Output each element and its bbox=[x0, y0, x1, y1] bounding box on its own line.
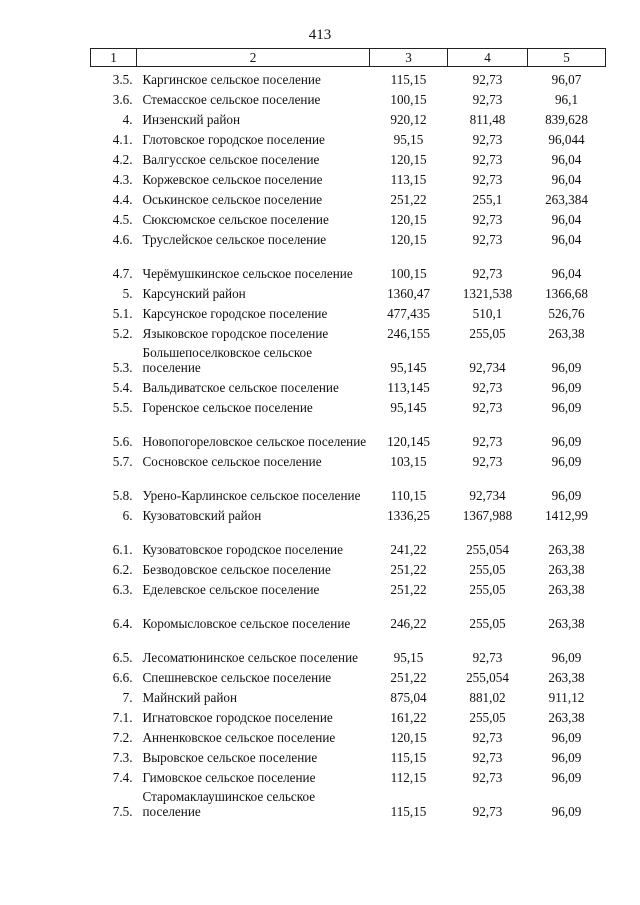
column-header: 4 bbox=[448, 49, 528, 67]
row-name: Труслейское сельское поселение bbox=[142, 232, 327, 247]
value-col-3: 120,15 bbox=[390, 152, 427, 167]
column-header: 2 bbox=[137, 49, 370, 67]
value-col-4: 92,73 bbox=[472, 152, 503, 167]
table-row bbox=[91, 725, 606, 745]
row-number: 4.7. bbox=[112, 266, 133, 281]
value-col-4: 92,73 bbox=[472, 750, 503, 765]
value-col-5: 96,04 bbox=[551, 172, 582, 187]
row-number: 4.4. bbox=[112, 192, 133, 207]
row-name: Лесоматюнинское сельское поселение bbox=[142, 650, 358, 665]
value-col-5: 263,38 bbox=[548, 582, 585, 597]
value-col-4: 255,05 bbox=[469, 582, 506, 597]
table-row bbox=[91, 685, 606, 705]
row-number: 6.4. bbox=[112, 616, 133, 631]
row-name: Карсунский район bbox=[142, 286, 246, 301]
table-row bbox=[91, 557, 606, 577]
value-col-4: 92,73 bbox=[472, 232, 503, 247]
row-number: 5.1. bbox=[112, 306, 133, 321]
row-number: 7.5. bbox=[112, 804, 133, 819]
value-col-5: 96,044 bbox=[548, 132, 585, 147]
row-number: 5.3. bbox=[112, 360, 133, 375]
value-col-5: 96,07 bbox=[551, 72, 582, 87]
value-col-3: 95,145 bbox=[390, 400, 427, 415]
row-name: Сюксюмское сельское поселение bbox=[142, 212, 329, 227]
value-col-5: 1412,99 bbox=[545, 508, 588, 523]
table-row bbox=[91, 187, 606, 207]
table-row bbox=[91, 207, 606, 227]
value-col-3: 251,22 bbox=[390, 562, 427, 577]
value-col-5: 96,09 bbox=[551, 730, 582, 745]
value-col-5: 526,76 bbox=[548, 306, 585, 321]
row-name: Гимовское сельское поселение bbox=[142, 770, 316, 785]
value-col-3: 120,15 bbox=[390, 232, 427, 247]
value-col-5: 96,09 bbox=[551, 380, 582, 395]
value-col-4: 255,05 bbox=[469, 710, 506, 725]
row-name: Спешневское сельское поселение bbox=[142, 670, 332, 685]
value-col-5: 263,38 bbox=[548, 562, 585, 577]
value-col-5: 96,04 bbox=[551, 232, 582, 247]
row-name: Каргинское сельское поселение bbox=[142, 72, 321, 87]
row-number: 7.4. bbox=[112, 770, 133, 785]
value-col-3: 1336,25 bbox=[387, 508, 430, 523]
value-col-3: 241,22 bbox=[390, 542, 427, 557]
value-col-4: 811,48 bbox=[469, 112, 506, 127]
value-col-4: 92,73 bbox=[472, 454, 503, 469]
value-col-4: 92,73 bbox=[472, 804, 503, 819]
value-col-5: 263,384 bbox=[545, 192, 588, 207]
value-col-4: 255,054 bbox=[466, 542, 509, 557]
row-name: Кузоватовское городское поселение bbox=[142, 542, 343, 557]
row-number: 6.1. bbox=[112, 542, 133, 557]
value-col-4: 92,734 bbox=[469, 488, 506, 503]
value-col-3: 920,12 bbox=[390, 112, 427, 127]
table-row bbox=[91, 341, 606, 375]
value-col-3: 100,15 bbox=[390, 92, 427, 107]
row-number: 7. bbox=[122, 690, 133, 705]
value-col-5: 263,38 bbox=[548, 616, 585, 631]
row-number: 3.6. bbox=[112, 92, 133, 107]
value-col-3: 161,22 bbox=[390, 710, 427, 725]
table-row bbox=[91, 127, 606, 147]
row-number: 5. bbox=[122, 286, 133, 301]
value-col-5: 839,628 bbox=[545, 112, 588, 127]
row-name: Майнский район bbox=[142, 690, 238, 705]
value-col-4: 881,02 bbox=[469, 690, 506, 705]
value-col-3: 120,15 bbox=[390, 212, 427, 227]
value-col-5: 96,04 bbox=[551, 212, 582, 227]
row-name: Горенское сельское поселение bbox=[142, 400, 313, 415]
value-col-3: 477,435 bbox=[387, 306, 430, 321]
value-col-3: 113,15 bbox=[390, 172, 427, 187]
value-col-5: 96,09 bbox=[551, 454, 582, 469]
row-number: 7.3. bbox=[112, 750, 133, 765]
row-number: 4.6. bbox=[112, 232, 133, 247]
page-number: 413 bbox=[308, 27, 332, 43]
value-col-3: 251,22 bbox=[390, 670, 427, 685]
value-col-5: 96,04 bbox=[551, 266, 582, 281]
table-row bbox=[91, 247, 606, 281]
table-row bbox=[91, 301, 606, 321]
row-name: Анненковское сельское поселение bbox=[142, 730, 336, 745]
table-row bbox=[91, 503, 606, 523]
row-name: Большепоселковское сельское поселение bbox=[142, 345, 313, 375]
value-col-5: 96,09 bbox=[551, 434, 582, 449]
data-table bbox=[90, 48, 606, 819]
table-row bbox=[91, 147, 606, 167]
row-number: 4.3. bbox=[112, 172, 133, 187]
table-row bbox=[91, 631, 606, 665]
row-name: Языковское городское поселение bbox=[142, 326, 329, 341]
row-name: Еделевское сельское поселение bbox=[142, 582, 320, 597]
value-col-3: 95,145 bbox=[390, 360, 427, 375]
table-row bbox=[91, 705, 606, 725]
value-col-3: 100,15 bbox=[390, 266, 427, 281]
row-name: Выровское сельское поселение bbox=[142, 750, 318, 765]
table-row bbox=[91, 87, 606, 107]
value-col-4: 92,73 bbox=[472, 730, 503, 745]
value-col-3: 875,04 bbox=[390, 690, 427, 705]
table-row bbox=[91, 281, 606, 301]
column-header: 1 bbox=[91, 49, 137, 67]
value-col-4: 92,73 bbox=[472, 380, 503, 395]
value-col-3: 95,15 bbox=[393, 650, 424, 665]
value-col-5: 96,09 bbox=[551, 360, 582, 375]
row-name: Черёмушкинское сельское поселение bbox=[142, 266, 353, 281]
value-col-3: 251,22 bbox=[390, 582, 427, 597]
value-col-4: 92,73 bbox=[472, 212, 503, 227]
row-name: Игнатовское городское поселение bbox=[142, 710, 333, 725]
value-col-4: 92,73 bbox=[472, 92, 503, 107]
value-col-3: 113,145 bbox=[387, 380, 430, 395]
row-number: 4.2. bbox=[112, 152, 133, 167]
value-col-3: 251,22 bbox=[390, 192, 427, 207]
table-row bbox=[91, 665, 606, 685]
value-col-3: 246,22 bbox=[390, 616, 427, 631]
value-col-5: 96,09 bbox=[551, 804, 582, 819]
value-col-4: 92,73 bbox=[472, 172, 503, 187]
row-number: 6.6. bbox=[112, 670, 133, 685]
value-col-4: 92,73 bbox=[472, 132, 503, 147]
table-row bbox=[91, 167, 606, 187]
table-row bbox=[91, 415, 606, 449]
table-row bbox=[91, 523, 606, 557]
row-name: Безводовское сельское поселение bbox=[142, 562, 331, 577]
row-number: 5.7. bbox=[112, 454, 133, 469]
row-name: Валгусское сельское поселение bbox=[142, 152, 320, 167]
value-col-5: 263,38 bbox=[548, 542, 585, 557]
table-row bbox=[91, 375, 606, 395]
value-col-4: 92,73 bbox=[472, 770, 503, 785]
value-col-4: 92,73 bbox=[472, 400, 503, 415]
column-header: 5 bbox=[528, 49, 606, 67]
value-col-4: 92,73 bbox=[472, 434, 503, 449]
value-col-4: 255,05 bbox=[469, 326, 506, 341]
row-number: 3.5. bbox=[112, 72, 133, 87]
value-col-4: 92,73 bbox=[472, 650, 503, 665]
row-name: Инзенский район bbox=[142, 112, 241, 127]
value-col-4: 92,73 bbox=[472, 266, 503, 281]
value-col-5: 96,09 bbox=[551, 650, 582, 665]
value-col-3: 95,15 bbox=[393, 132, 424, 147]
row-name: Коромысловское сельское поселение bbox=[142, 616, 351, 631]
value-col-3: 110,15 bbox=[390, 488, 427, 503]
row-number: 7.2. bbox=[112, 730, 133, 745]
row-number: 6.2. bbox=[112, 562, 133, 577]
value-col-5: 1366,68 bbox=[545, 286, 588, 301]
table-row bbox=[91, 321, 606, 341]
row-name: Вальдиватское сельское поселение bbox=[142, 380, 339, 395]
value-col-5: 263,38 bbox=[548, 710, 585, 725]
row-name: Глотовское городское поселение bbox=[142, 132, 325, 147]
value-col-4: 255,05 bbox=[469, 562, 506, 577]
value-col-5: 96,09 bbox=[551, 750, 582, 765]
row-number: 6.5. bbox=[112, 650, 133, 665]
row-name: Коржевское сельское поселение bbox=[142, 172, 323, 187]
table-row bbox=[91, 785, 606, 819]
table-header-row bbox=[91, 49, 606, 67]
row-number: 5.2. bbox=[112, 326, 133, 341]
value-col-4: 255,054 bbox=[466, 670, 509, 685]
value-col-3: 246,155 bbox=[387, 326, 430, 341]
table-row bbox=[91, 227, 606, 247]
value-col-5: 96,09 bbox=[551, 770, 582, 785]
value-col-3: 115,15 bbox=[390, 750, 427, 765]
row-number: 5.6. bbox=[112, 434, 133, 449]
row-number: 6. bbox=[122, 508, 133, 523]
row-number: 4.1. bbox=[112, 132, 133, 147]
row-number: 4. bbox=[122, 112, 133, 127]
row-number: 5.8. bbox=[112, 488, 133, 503]
row-number: 5.5. bbox=[112, 400, 133, 415]
row-name: Старомаклаушинское сельское поселение bbox=[142, 789, 316, 819]
row-name: Урено-Карлинское сельское поселение bbox=[142, 488, 361, 503]
value-col-5: 911,12 bbox=[548, 690, 585, 705]
value-col-4: 1367,988 bbox=[462, 508, 513, 523]
table-row bbox=[91, 745, 606, 765]
value-col-4: 92,734 bbox=[469, 360, 506, 375]
value-col-5: 96,04 bbox=[551, 152, 582, 167]
table-row bbox=[91, 469, 606, 503]
value-col-4: 92,73 bbox=[472, 72, 503, 87]
table-row bbox=[91, 765, 606, 785]
row-number: 7.1. bbox=[112, 710, 133, 725]
row-name: Оськинское сельское поселение bbox=[142, 192, 323, 207]
value-col-3: 1360,47 bbox=[387, 286, 430, 301]
value-col-3: 115,15 bbox=[390, 72, 427, 87]
value-col-3: 103,15 bbox=[390, 454, 427, 469]
value-col-4: 255,1 bbox=[472, 192, 503, 207]
row-number: 6.3. bbox=[112, 582, 133, 597]
value-col-4: 1321,538 bbox=[462, 286, 513, 301]
table-row bbox=[91, 577, 606, 597]
value-col-4: 255,05 bbox=[469, 616, 506, 631]
row-number: 5.4. bbox=[112, 380, 133, 395]
value-col-3: 112,15 bbox=[390, 770, 427, 785]
table-row bbox=[91, 395, 606, 415]
row-name: Стемасское сельское поселение bbox=[142, 92, 321, 107]
row-name: Карсунское городское поселение bbox=[142, 306, 328, 321]
table-row bbox=[91, 449, 606, 469]
value-col-5: 96,09 bbox=[551, 488, 582, 503]
value-col-5: 96,1 bbox=[554, 92, 579, 107]
table-row bbox=[91, 107, 606, 127]
value-col-4: 510,1 bbox=[472, 306, 503, 321]
column-header: 3 bbox=[370, 49, 448, 67]
row-number: 4.5. bbox=[112, 212, 133, 227]
value-col-5: 96,09 bbox=[551, 400, 582, 415]
table-row bbox=[91, 67, 606, 88]
value-col-3: 115,15 bbox=[390, 804, 427, 819]
table-row bbox=[91, 597, 606, 631]
value-col-5: 263,38 bbox=[548, 670, 585, 685]
row-name: Кузоватовский район bbox=[142, 508, 262, 523]
row-name: Сосновское сельское поселение bbox=[142, 454, 322, 469]
value-col-3: 120,15 bbox=[390, 730, 427, 745]
value-col-3: 120,145 bbox=[387, 434, 430, 449]
value-col-5: 263,38 bbox=[548, 326, 585, 341]
row-name: Новопогореловское сельское поселение bbox=[142, 434, 367, 449]
